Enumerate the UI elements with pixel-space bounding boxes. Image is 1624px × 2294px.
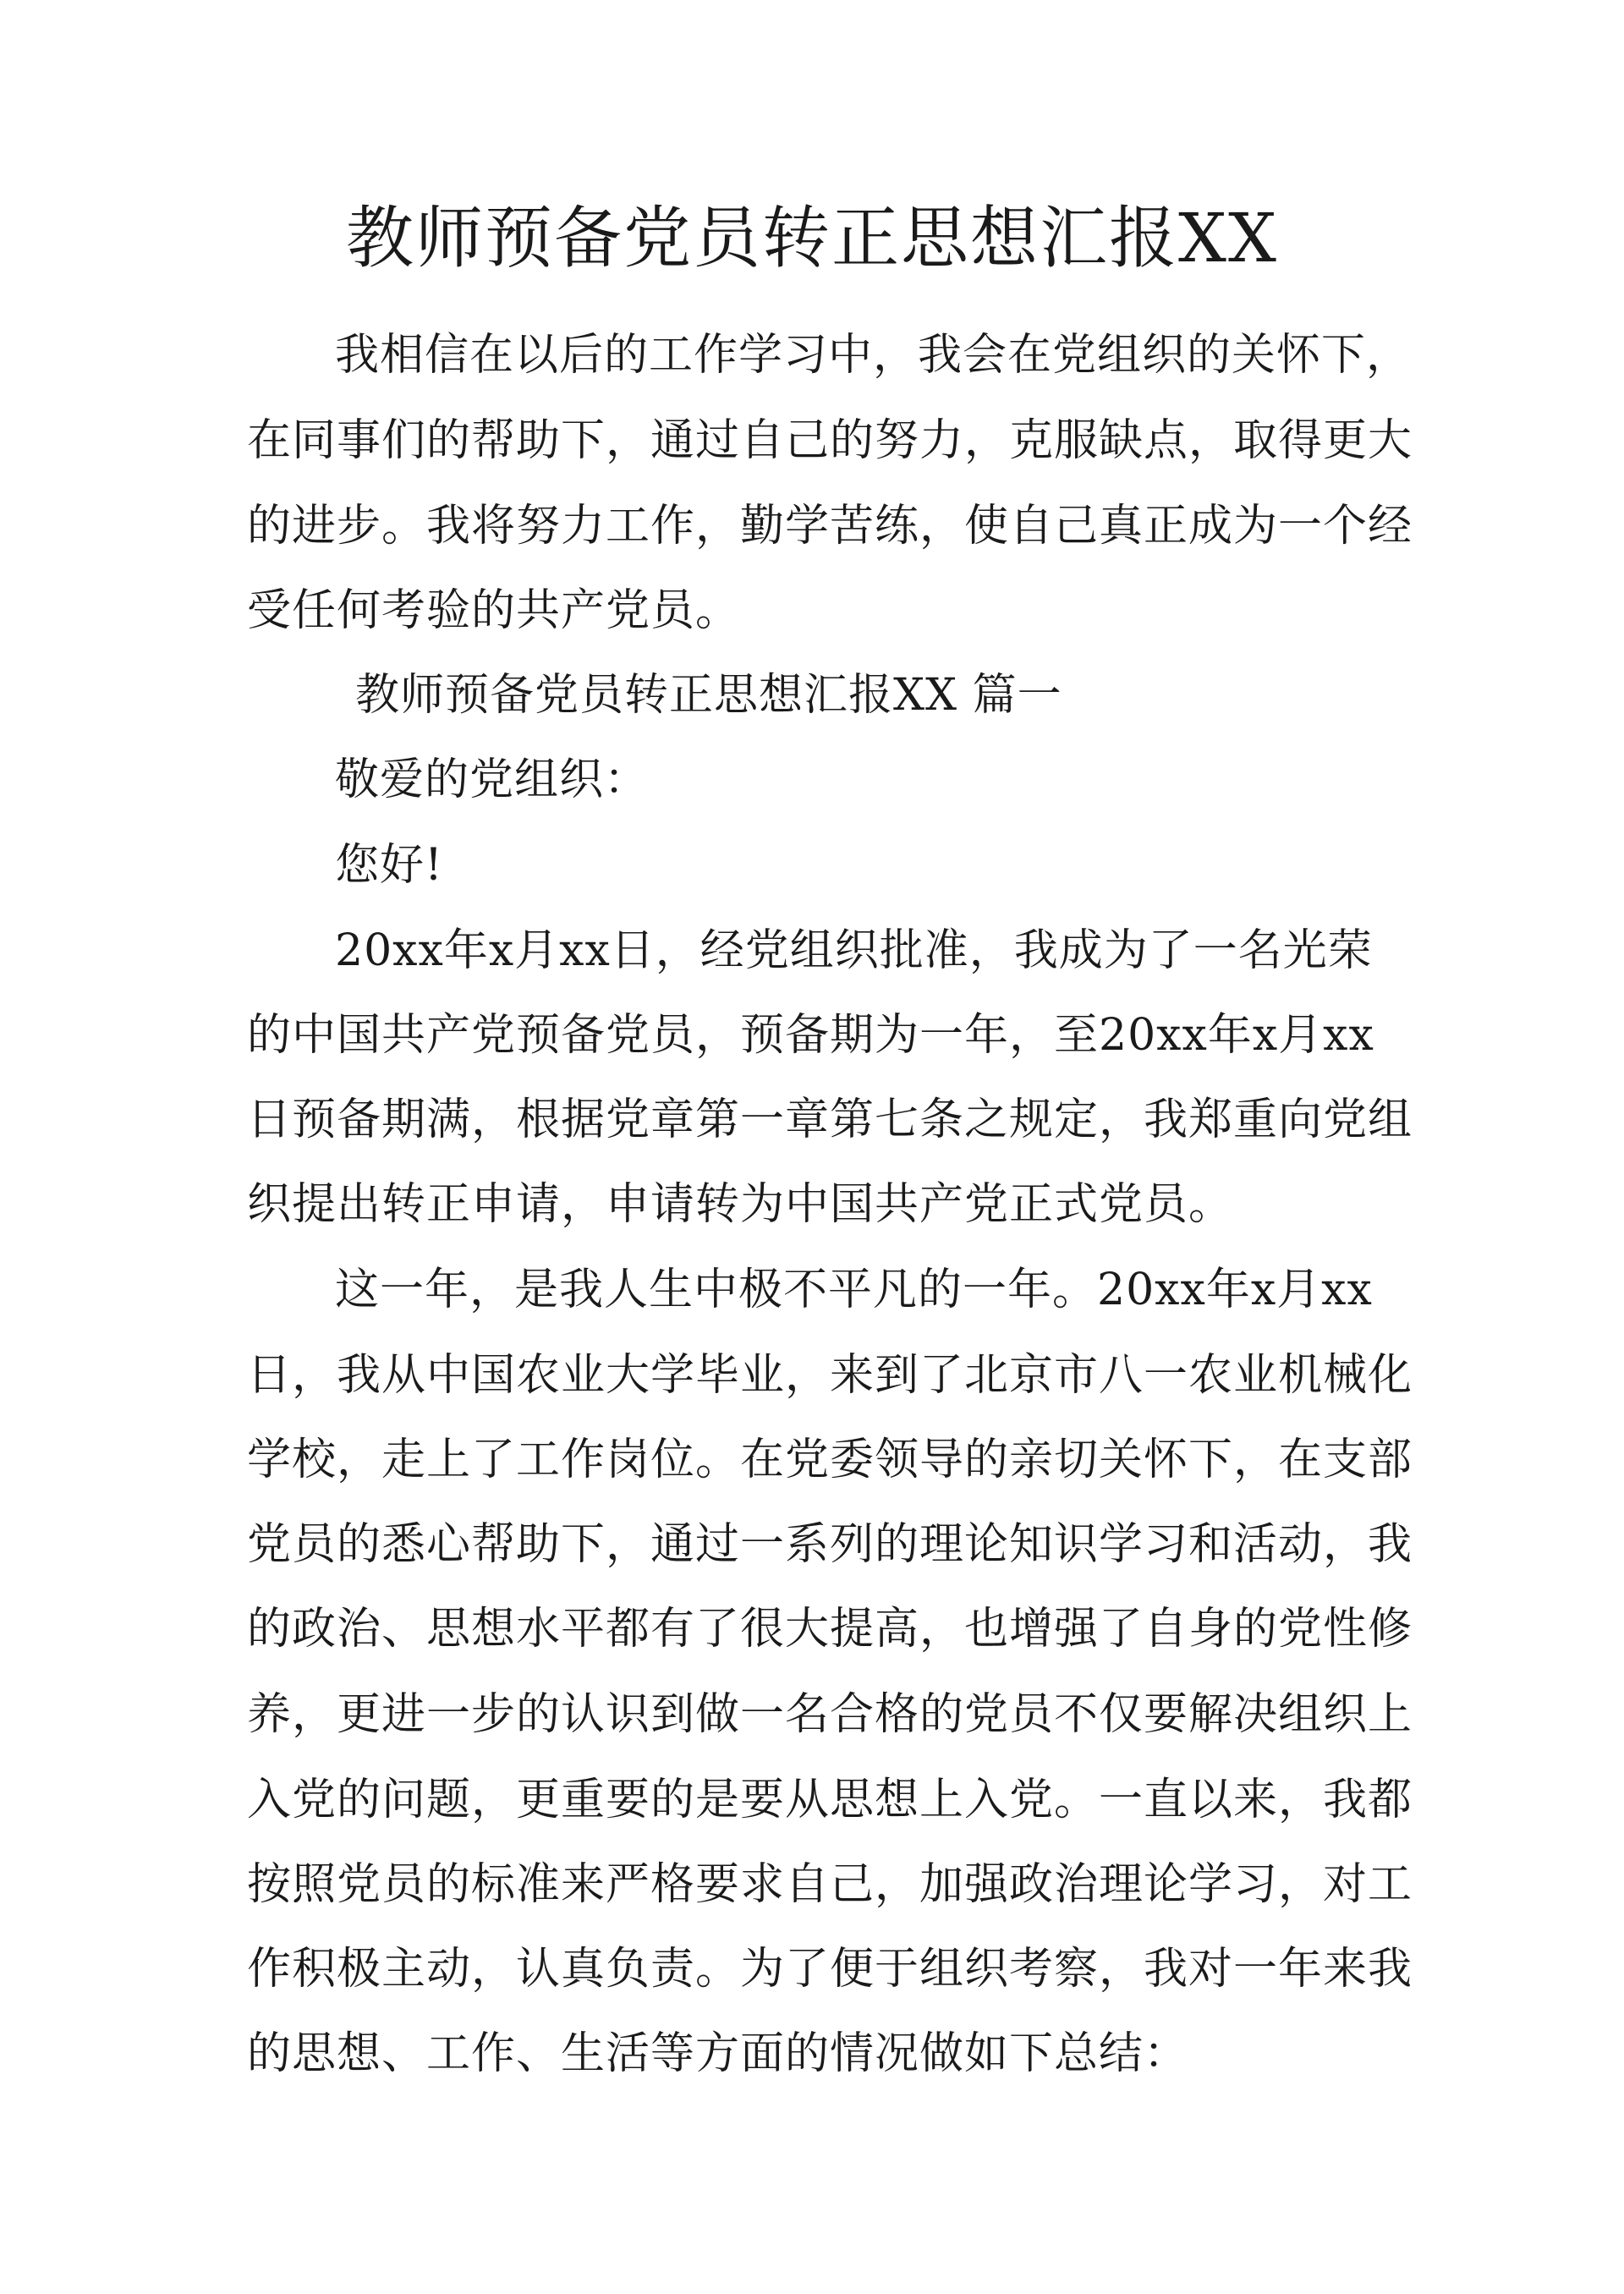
paragraph-line: 织提出转正申请，申请转为中国共产党正式党员。 <box>247 1179 1234 1230</box>
paragraph-line: 受任何考验的共产党员。 <box>247 585 741 636</box>
paragraph-line: 的进步。我将努力工作，勤学苦练，使自己真正成为一个经 <box>247 501 1413 552</box>
greeting: 您好! <box>335 840 443 891</box>
paragraph-line: 的政治、思想水平都有了很大提高，也增强了自身的党性修 <box>247 1604 1413 1655</box>
paragraph-line: 我相信在以后的工作学习中，我会在党组织的关怀下， <box>335 330 1412 381</box>
document-title: 教师预备党员转正思想汇报XX <box>346 199 1278 277</box>
paragraph-line: 作积极主动，认真负责。为了便于组织考察，我对一年来我 <box>247 1944 1413 1995</box>
paragraph-line: 养，更进一步的认识到做一名合格的党员不仅要解决组织上 <box>247 1689 1413 1740</box>
paragraph-line: 党员的悉心帮助下，通过一系列的理论知识学习和活动，我 <box>247 1519 1413 1570</box>
paragraph-line: 日，我从中国农业大学毕业，来到了北京市八一农业机械化 <box>247 1350 1413 1401</box>
paragraph-line: 20xx年x月xx日，经党组织批准，我成为了一名光荣 <box>335 925 1373 976</box>
paragraph-line: 这一年，是我人生中极不平凡的一年。20xx年x月xx <box>335 1265 1373 1315</box>
paragraph-line: 的中国共产党预备党员，预备期为一年，至20xx年x月xx <box>247 1010 1374 1061</box>
paragraph-line: 入党的问题，更重要的是要从思想上入党。一直以来，我都 <box>247 1775 1413 1825</box>
section-heading: 教师预备党员转正思想汇报XX 篇一 <box>355 670 1062 721</box>
paragraph-line: 日预备期满，根据党章第一章第七条之规定，我郑重向党组 <box>247 1095 1413 1145</box>
paragraph-line: 的思想、工作、生活等方面的情况做如下总结： <box>247 2028 1189 2079</box>
paragraph-line: 在同事们的帮助下，通过自己的努力，克服缺点，取得更大 <box>247 415 1413 466</box>
paragraph-line: 按照党员的标准来严格要求自己，加强政治理论学习，对工 <box>247 1859 1413 1910</box>
salutation: 敬爱的党组织： <box>335 755 650 805</box>
paragraph-line: 学校，走上了工作岗位。在党委领导的亲切关怀下，在支部 <box>247 1435 1413 1485</box>
